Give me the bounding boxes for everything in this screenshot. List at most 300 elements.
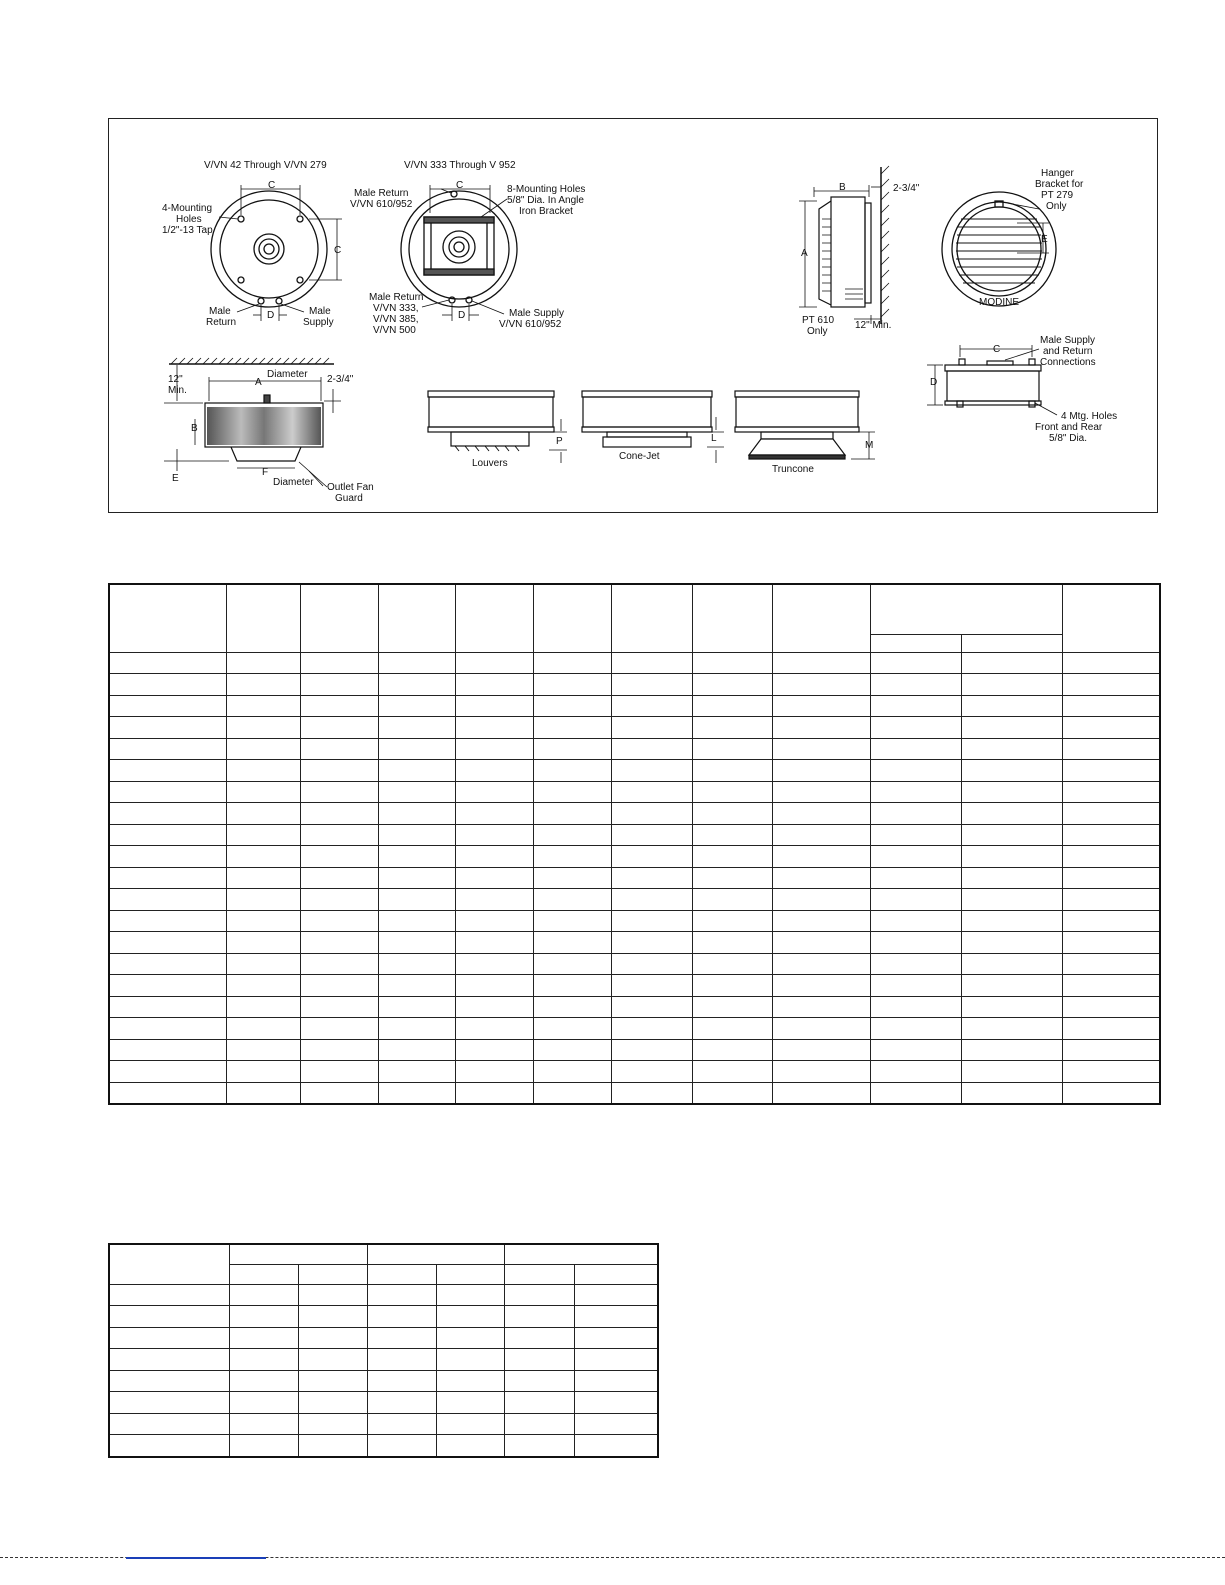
louvers-label: Louvers bbox=[472, 458, 508, 469]
table-cell bbox=[455, 717, 533, 739]
table-cell bbox=[1062, 1061, 1160, 1083]
table-cell bbox=[455, 996, 533, 1018]
supply-return-callout: Male Supply bbox=[1040, 335, 1096, 346]
table-cell bbox=[1062, 1039, 1160, 1061]
table-cell bbox=[870, 996, 961, 1018]
table-cell bbox=[611, 953, 692, 975]
side-min-clearance: 12" Min. bbox=[855, 320, 892, 331]
pt610-callout: PT 610 bbox=[802, 315, 835, 326]
dim-letter-p: P bbox=[556, 436, 563, 447]
table-row bbox=[109, 889, 1160, 911]
table-cell bbox=[109, 1370, 229, 1392]
table-header-cell bbox=[533, 584, 611, 652]
table-cell bbox=[378, 932, 455, 954]
table-cell bbox=[574, 1370, 658, 1392]
table-cell bbox=[961, 1061, 1062, 1083]
table-cell bbox=[455, 1039, 533, 1061]
table-cell bbox=[961, 674, 1062, 696]
table-cell bbox=[298, 1284, 367, 1306]
small-unit-front-view bbox=[211, 185, 342, 321]
table-cell bbox=[226, 910, 300, 932]
wall-gap-label: 2-3/4" bbox=[893, 183, 920, 194]
table-cell bbox=[533, 1018, 611, 1040]
table-cell bbox=[455, 674, 533, 696]
table-cell bbox=[533, 1082, 611, 1104]
table-row bbox=[109, 996, 1160, 1018]
table-cell bbox=[574, 1284, 658, 1306]
table-cell bbox=[300, 738, 378, 760]
table-cell bbox=[772, 1061, 870, 1083]
table-cell bbox=[870, 760, 961, 782]
table-cell bbox=[455, 932, 533, 954]
table-cell bbox=[772, 889, 870, 911]
table-cell bbox=[611, 695, 692, 717]
table-cell bbox=[367, 1327, 436, 1349]
table-row bbox=[109, 1435, 658, 1457]
table-cell bbox=[961, 738, 1062, 760]
table-header-cell bbox=[378, 584, 455, 652]
table-cell bbox=[1062, 717, 1160, 739]
table-cell bbox=[1062, 975, 1160, 997]
table-cell bbox=[436, 1327, 504, 1349]
male-return-callout: Return bbox=[206, 317, 237, 328]
table-cell bbox=[611, 674, 692, 696]
table-cell bbox=[109, 781, 226, 803]
table-row bbox=[109, 652, 1160, 674]
table-cell bbox=[109, 1349, 229, 1371]
table-cell bbox=[229, 1370, 298, 1392]
table-cell bbox=[692, 695, 772, 717]
table-cell bbox=[1062, 674, 1160, 696]
table-cell bbox=[378, 760, 455, 782]
supply-return-callout: and Return bbox=[1043, 346, 1093, 357]
table-cell bbox=[504, 1327, 574, 1349]
table-header-cell bbox=[455, 584, 533, 652]
table-cell bbox=[109, 1392, 229, 1414]
table-cell bbox=[378, 1061, 455, 1083]
table-cell bbox=[226, 953, 300, 975]
table-cell bbox=[109, 1284, 229, 1306]
table-cell bbox=[533, 1061, 611, 1083]
table-row bbox=[109, 910, 1160, 932]
table-cell bbox=[109, 1018, 226, 1040]
footer-link-underline[interactable] bbox=[126, 1557, 266, 1559]
table-cell bbox=[300, 953, 378, 975]
table-subheader-cell bbox=[504, 1264, 574, 1284]
table-cell bbox=[961, 953, 1062, 975]
dim-letter-a: A bbox=[255, 377, 262, 388]
table-cell bbox=[611, 867, 692, 889]
table-cell bbox=[870, 953, 961, 975]
table-cell bbox=[300, 1039, 378, 1061]
table-cell bbox=[961, 824, 1062, 846]
top-gap-label: 2-3/4" bbox=[327, 374, 354, 385]
table-cell bbox=[300, 846, 378, 868]
table-cell bbox=[1062, 1082, 1160, 1104]
table-cell bbox=[229, 1435, 298, 1457]
table-cell bbox=[692, 824, 772, 846]
table-cell bbox=[455, 867, 533, 889]
table-cell bbox=[533, 824, 611, 846]
table-cell bbox=[378, 652, 455, 674]
table-cell bbox=[870, 652, 961, 674]
table-cell bbox=[226, 781, 300, 803]
mtg-holes-rear-callout: 4 Mtg. Holes bbox=[1061, 411, 1118, 422]
table-cell bbox=[692, 846, 772, 868]
table-cell bbox=[961, 889, 1062, 911]
table-cell bbox=[533, 1039, 611, 1061]
dim-letter-d: D bbox=[930, 377, 938, 388]
table-cell bbox=[455, 824, 533, 846]
truncone-accessory-view bbox=[735, 391, 875, 459]
dim-letter-d: D bbox=[267, 310, 275, 321]
table-cell bbox=[298, 1392, 367, 1414]
table-header-cell bbox=[109, 584, 226, 652]
table-cell bbox=[961, 781, 1062, 803]
table-cell bbox=[692, 1018, 772, 1040]
table-cell bbox=[611, 932, 692, 954]
table-cell bbox=[298, 1306, 367, 1328]
table-cell bbox=[692, 1082, 772, 1104]
table-row bbox=[109, 695, 1160, 717]
cone-jet-label: Cone-Jet bbox=[619, 451, 660, 462]
brand-label: MODINE bbox=[979, 297, 1019, 308]
table-cell bbox=[109, 674, 226, 696]
table-cell bbox=[436, 1284, 504, 1306]
table-cell bbox=[692, 975, 772, 997]
table-cell bbox=[1062, 932, 1160, 954]
table-cell bbox=[378, 674, 455, 696]
male-return-bottom-callout: Male Return bbox=[369, 292, 424, 303]
table-cell bbox=[300, 674, 378, 696]
table-cell bbox=[772, 674, 870, 696]
mounting-holes-large-callout: 8-Mounting Holes bbox=[507, 184, 586, 195]
table-cell bbox=[504, 1349, 574, 1371]
table-cell bbox=[300, 695, 378, 717]
table-cell bbox=[870, 910, 961, 932]
table-cell bbox=[870, 824, 961, 846]
table-cell bbox=[300, 803, 378, 825]
top-min-clearance: 12" bbox=[168, 374, 183, 385]
table-cell bbox=[367, 1413, 436, 1435]
table-cell bbox=[109, 1082, 226, 1104]
table-cell bbox=[870, 738, 961, 760]
table-cell bbox=[300, 824, 378, 846]
hanger-bracket-callout: Hanger bbox=[1041, 168, 1074, 179]
table-cell bbox=[772, 1039, 870, 1061]
table-cell bbox=[226, 1061, 300, 1083]
table-cell bbox=[611, 889, 692, 911]
table-group-header-cell bbox=[367, 1244, 504, 1264]
table-cell bbox=[611, 738, 692, 760]
table-cell bbox=[692, 652, 772, 674]
table-cell bbox=[961, 803, 1062, 825]
table-cell bbox=[870, 1039, 961, 1061]
table-cell bbox=[611, 760, 692, 782]
table-cell bbox=[692, 889, 772, 911]
table-cell bbox=[692, 910, 772, 932]
table-cell bbox=[455, 760, 533, 782]
table-cell bbox=[109, 889, 226, 911]
male-return-bottom-callout: V/VN 385, bbox=[373, 314, 419, 325]
table-cell bbox=[226, 652, 300, 674]
table-cell bbox=[574, 1327, 658, 1349]
table-cell bbox=[870, 932, 961, 954]
table-cell bbox=[772, 953, 870, 975]
table-cell bbox=[772, 867, 870, 889]
table-cell bbox=[109, 867, 226, 889]
table-cell bbox=[300, 889, 378, 911]
table-header-cell bbox=[611, 584, 692, 652]
table-cell bbox=[455, 652, 533, 674]
table-cell bbox=[455, 1061, 533, 1083]
table-row bbox=[109, 1392, 658, 1414]
table-cell bbox=[870, 717, 961, 739]
table-row bbox=[109, 867, 1160, 889]
table-cell bbox=[378, 695, 455, 717]
table-cell bbox=[1062, 824, 1160, 846]
table-cell bbox=[455, 1018, 533, 1040]
table-subheader-cell bbox=[870, 634, 961, 652]
table-row bbox=[109, 803, 1160, 825]
table-cell bbox=[109, 803, 226, 825]
table-cell bbox=[611, 1018, 692, 1040]
table-row bbox=[109, 760, 1160, 782]
side-elevation-view bbox=[927, 345, 1057, 415]
table-cell bbox=[109, 1306, 229, 1328]
table-row bbox=[109, 1306, 658, 1328]
table-subheader-cell bbox=[298, 1264, 367, 1284]
table-row bbox=[109, 1370, 658, 1392]
table-cell bbox=[504, 1413, 574, 1435]
table-row bbox=[109, 738, 1160, 760]
table-cell bbox=[298, 1413, 367, 1435]
table-cell bbox=[455, 846, 533, 868]
table-cell bbox=[961, 910, 1062, 932]
deflector-table-body bbox=[109, 1284, 658, 1457]
table-cell bbox=[378, 953, 455, 975]
table-cell bbox=[772, 695, 870, 717]
table-row bbox=[109, 717, 1160, 739]
table-cell bbox=[109, 932, 226, 954]
table-cell bbox=[870, 674, 961, 696]
table-row bbox=[109, 953, 1160, 975]
table-cell bbox=[109, 695, 226, 717]
table-subheader-cell bbox=[961, 634, 1062, 652]
table-cell bbox=[1062, 738, 1160, 760]
table-cell bbox=[229, 1327, 298, 1349]
louvers-accessory-view bbox=[428, 391, 567, 463]
table-cell bbox=[533, 760, 611, 782]
table-cell bbox=[870, 867, 961, 889]
table-cell bbox=[961, 760, 1062, 782]
table-cell bbox=[378, 824, 455, 846]
dim-letter-c: C bbox=[456, 180, 464, 191]
diameter-top-label: Diameter bbox=[267, 369, 308, 380]
dimension-drawings bbox=[109, 119, 1159, 514]
table-row bbox=[109, 1284, 658, 1306]
table-subheader-cell bbox=[436, 1264, 504, 1284]
table-row bbox=[109, 1039, 1160, 1061]
table-cell bbox=[772, 717, 870, 739]
table-row bbox=[109, 1061, 1160, 1083]
table-cell bbox=[772, 652, 870, 674]
male-return-top-callout: V/VN 610/952 bbox=[350, 199, 413, 210]
male-return-bottom-callout: V/VN 333, bbox=[373, 303, 419, 314]
table-cell bbox=[870, 695, 961, 717]
table-cell bbox=[772, 781, 870, 803]
table-row bbox=[109, 1349, 658, 1371]
table-group-header-cell bbox=[229, 1244, 367, 1264]
table-cell bbox=[574, 1392, 658, 1414]
male-supply-callout: Male bbox=[309, 306, 331, 317]
table-cell bbox=[533, 953, 611, 975]
table-cell bbox=[533, 932, 611, 954]
table-cell bbox=[455, 910, 533, 932]
table-cell bbox=[961, 695, 1062, 717]
table-cell bbox=[226, 803, 300, 825]
mtg-holes-rear-callout: Front and Rear bbox=[1035, 422, 1103, 433]
table-cell bbox=[300, 781, 378, 803]
dim-letter-b: B bbox=[839, 182, 846, 193]
dim-letter-e: E bbox=[172, 473, 179, 484]
table-cell bbox=[436, 1435, 504, 1457]
table-cell bbox=[378, 867, 455, 889]
table-cell bbox=[455, 803, 533, 825]
table-cell bbox=[533, 846, 611, 868]
dim-letter-d: D bbox=[458, 310, 466, 321]
table-cell bbox=[533, 889, 611, 911]
mtg-holes-rear-callout: 5/8" Dia. bbox=[1049, 433, 1088, 444]
dimension-drawings-panel bbox=[108, 118, 1158, 513]
table-cell bbox=[772, 738, 870, 760]
table-cell bbox=[455, 781, 533, 803]
table-cell bbox=[367, 1284, 436, 1306]
table-cell bbox=[109, 824, 226, 846]
table-row bbox=[109, 1327, 658, 1349]
table-cell bbox=[455, 1082, 533, 1104]
table-group-header-cell bbox=[870, 584, 1062, 634]
table-cell bbox=[109, 1435, 229, 1457]
table-cell bbox=[692, 760, 772, 782]
table-cell bbox=[504, 1306, 574, 1328]
table-cell bbox=[300, 910, 378, 932]
table-cell bbox=[300, 996, 378, 1018]
table-cell bbox=[692, 803, 772, 825]
table-cell bbox=[229, 1284, 298, 1306]
table-cell bbox=[1062, 1018, 1160, 1040]
table-cell bbox=[226, 889, 300, 911]
table-cell bbox=[378, 1018, 455, 1040]
table-cell bbox=[109, 953, 226, 975]
table-cell bbox=[109, 1327, 229, 1349]
table-cell bbox=[367, 1435, 436, 1457]
table-cell bbox=[961, 717, 1062, 739]
table-cell bbox=[378, 803, 455, 825]
table-cell bbox=[574, 1349, 658, 1371]
table-cell bbox=[611, 846, 692, 868]
table-cell bbox=[611, 781, 692, 803]
table-cell bbox=[961, 652, 1062, 674]
table-cell bbox=[772, 803, 870, 825]
table-cell bbox=[229, 1306, 298, 1328]
male-supply-large-callout: V/VN 610/952 bbox=[499, 319, 562, 330]
dim-letter-c: C bbox=[993, 344, 1001, 355]
table-cell bbox=[533, 975, 611, 997]
table-cell bbox=[692, 932, 772, 954]
table-cell bbox=[300, 932, 378, 954]
table-cell bbox=[692, 738, 772, 760]
table-cell bbox=[300, 652, 378, 674]
table-cell bbox=[961, 867, 1062, 889]
table-cell bbox=[1062, 781, 1160, 803]
hanger-bracket-callout: Bracket for bbox=[1035, 179, 1084, 190]
table-cell bbox=[300, 1018, 378, 1040]
table-cell bbox=[226, 996, 300, 1018]
male-return-bottom-callout: V/VN 500 bbox=[373, 325, 416, 336]
table-cell bbox=[533, 738, 611, 760]
table-cell bbox=[367, 1349, 436, 1371]
table-cell bbox=[1062, 803, 1160, 825]
table-cell bbox=[692, 717, 772, 739]
mounting-holes-callout: Holes bbox=[176, 214, 202, 225]
table-cell bbox=[611, 996, 692, 1018]
table-cell bbox=[870, 1061, 961, 1083]
mounting-holes-callout: 1/2"-13 Tap bbox=[162, 225, 213, 236]
table-cell bbox=[109, 846, 226, 868]
table-cell bbox=[533, 695, 611, 717]
top-min-clearance: Min. bbox=[168, 385, 187, 396]
table-cell bbox=[226, 695, 300, 717]
table-subheader-cell bbox=[229, 1264, 298, 1284]
table-cell bbox=[692, 781, 772, 803]
truncone-label: Truncone bbox=[772, 464, 814, 475]
table-cell bbox=[1062, 996, 1160, 1018]
table-cell bbox=[1062, 695, 1160, 717]
table-cell bbox=[455, 953, 533, 975]
table-cell bbox=[870, 781, 961, 803]
table-cell bbox=[772, 996, 870, 1018]
table-cell bbox=[772, 1082, 870, 1104]
table-cell bbox=[961, 1082, 1062, 1104]
table-cell bbox=[533, 996, 611, 1018]
table-cell bbox=[109, 1061, 226, 1083]
table-cell bbox=[300, 1061, 378, 1083]
table-cell bbox=[109, 1413, 229, 1435]
table-cell bbox=[455, 695, 533, 717]
table-cell bbox=[961, 846, 1062, 868]
table-cell bbox=[300, 867, 378, 889]
dim-letter-l: L bbox=[711, 433, 717, 444]
table-cell bbox=[574, 1435, 658, 1457]
table-cell bbox=[611, 910, 692, 932]
table-cell bbox=[1062, 760, 1160, 782]
table-cell bbox=[226, 846, 300, 868]
table-cell bbox=[109, 717, 226, 739]
table-header-cell bbox=[109, 1244, 229, 1284]
table-cell bbox=[692, 674, 772, 696]
table-cell bbox=[574, 1413, 658, 1435]
table-cell bbox=[436, 1392, 504, 1414]
dimensions-table-body bbox=[109, 652, 1160, 1104]
table-row bbox=[109, 932, 1160, 954]
louvered-front-view bbox=[942, 192, 1056, 306]
table-cell bbox=[109, 652, 226, 674]
table-cell bbox=[378, 910, 455, 932]
table-cell bbox=[378, 846, 455, 868]
small-unit-title: V/VN 42 Through V/VN 279 bbox=[204, 160, 327, 171]
table-cell bbox=[692, 1061, 772, 1083]
